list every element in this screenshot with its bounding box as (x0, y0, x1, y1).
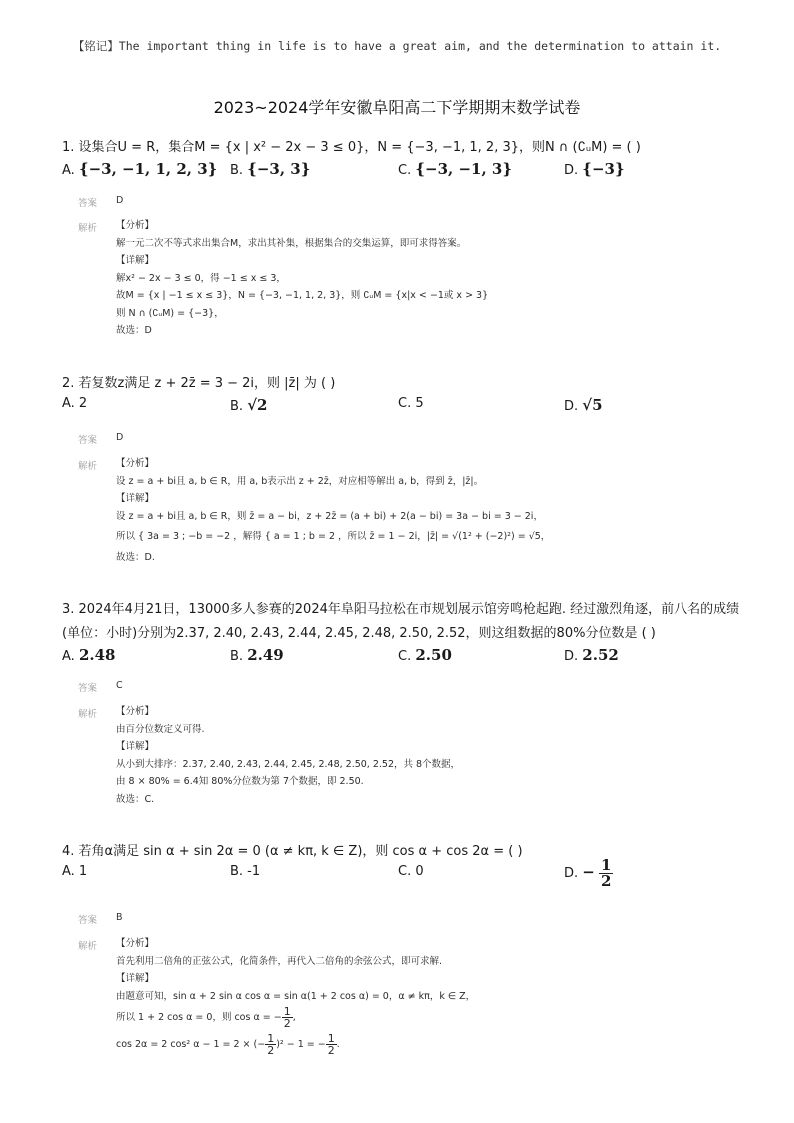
q1-option-a: A. {−3, −1, 1, 2, 3} (62, 160, 218, 178)
q4-answer-label: 答案 (78, 915, 98, 926)
q4-option-c: C. 0 (398, 864, 424, 879)
q1-analysis-line: 【详解】 (116, 255, 155, 266)
q1-analysis-line: 解一元二次不等式求出集合M，求出其补集，根据集合的交集运算，即可求得答案。 (116, 237, 467, 249)
q3-analysis-line: 从小到大排序：2.37, 2.40, 2.43, 2.44, 2.45, 2.48, 2.50, 2.52，共 8个数据， (116, 758, 461, 770)
question-4-stem: 4. 若角α满足 sin α + sin 2α = 0 (α ≠ kπ, k ∈ Z)，则 cos α + cos 2α = ( ) (62, 844, 523, 859)
fraction: $\frac{1}{2}$ (267, 1032, 275, 1057)
q3-analysis-line: 由百分位数定义可得. (116, 723, 205, 735)
q3-option-c: C. 2.50 (398, 646, 452, 664)
page-title: 2023~2024学年安徽阜阳高二下学期期末数学试卷 (213, 98, 581, 117)
q2-option-a: A. 2 (62, 396, 88, 411)
q4-option-d-fraction: $\frac{1}{2}$ (601, 856, 612, 890)
q3-analysis (116, 703, 736, 808)
q1-answer: D (116, 195, 124, 206)
q4-analysis-line: 所以 1 + 2 cos α = 0，则 cos α = − $\frac{1}{2}$ , (116, 1005, 296, 1030)
question-3 (62, 598, 752, 672)
question-3-options (62, 646, 752, 672)
q2-analysis-line: 【详解】 (116, 493, 155, 504)
question-4 (62, 840, 752, 890)
q4-option-a: A. 1 (62, 864, 88, 879)
q4-answer: B (116, 912, 123, 923)
question-1-options (62, 160, 752, 186)
q1-option-c: C. {−3, −1, 3} (398, 160, 512, 178)
question-1 (62, 136, 752, 186)
question-3-stem: 3. 2024年4月21日，13000多人参赛的2024年阜阳马拉松在市规划展示馆旁鸣枪起跑. 经过激烈角逐，前八名的成绩(单位：小时)分别为2.37, 2.40, 2.43, 2.44, 2.45, 2.48, 2.50, 2.52，则这组数据的80%分位数是 ( ) (62, 602, 740, 641)
q4-analysis-line: cos 2α = 2 cos² α − 1 = 2 × (− $\frac{1}{2}$ )² − 1 = − $\frac{1}{2}$ . (116, 1032, 340, 1057)
q3-option-a: A. 2.48 (62, 646, 116, 664)
q2-answer: D (116, 432, 124, 443)
q3-analysis-line: 【分析】 (116, 706, 155, 717)
q3-option-b: B. 2.49 (230, 646, 284, 664)
q3-analysis-line: 由 8 × 80% = 6.4知 80%分位数为第 7个数据，即 2.50. (116, 776, 364, 787)
q2-analysis-line: 设 z = a + bi且 a, b ∈ R，则 z̄ = a − bi，z + 2z̄ = (a + bi) + 2(a − bi) = 3a − bi = 3 − 2i， (116, 510, 543, 522)
question-4-options (62, 856, 752, 890)
fraction: $\frac{1}{2}$ (327, 1032, 335, 1057)
question-2-options (62, 396, 752, 422)
q2-analysis-line: 【分析】 (116, 458, 155, 469)
q2-option-c: C. 5 (398, 396, 424, 411)
question-2 (62, 372, 752, 422)
fraction: $\frac{1}{2}$ (283, 1005, 291, 1030)
q4-analysis-line: 【详解】 (116, 973, 155, 984)
question-1-stem: 1. 设集合U = R，集合M = {x | x² − 2x − 3 ≤ 0}，N = {−3, −1, 1, 2, 3}，则N ∩ (∁ᵤM) = ( ) (62, 140, 641, 155)
q2-analysis (116, 455, 736, 567)
q1-answer-label: 答案 (78, 198, 98, 209)
motto: 【铭记】The important thing in life is to have a great aim, and the determination to attain it. (72, 39, 722, 53)
q3-analysis-line: 【详解】 (116, 741, 155, 752)
q2-analysis-label: 解析 (78, 461, 98, 472)
q1-analysis-line: 故M = {x | −1 ≤ x ≤ 3}，N = {−3, −1, 1, 2, 3}，则 ∁ᵤM = {x|x < −1或 x > 3} (116, 290, 489, 301)
q1-analysis-line: 则 N ∩ (∁ᵤM) = {−3}， (116, 307, 224, 319)
q1-analysis-label: 解析 (78, 223, 98, 234)
q4-option-b: B. -1 (230, 864, 261, 879)
q3-option-d: D. 2.52 (564, 646, 619, 664)
q4-analysis-line: 【分析】 (116, 938, 155, 949)
q1-analysis-line: 解x² − 2x − 3 ≤ 0，得 −1 ≤ x ≤ 3， (116, 272, 286, 284)
q2-option-b: B. √2 (230, 396, 268, 414)
q1-option-b: B. {−3, 3} (230, 160, 311, 178)
q3-analysis-line: 故选：C. (116, 793, 155, 805)
q1-option-d: D. {−3} (564, 160, 625, 178)
q2-analysis-line: 设 z = a + bi且 a, b ∈ R，用 a, b表示出 z + 2z̄，对应相等解出 a, b，得到 z̄，|z̄|。 (116, 475, 484, 487)
q4-analysis-line: 由题意可知，sin α + 2 sin α cos α = sin α(1 + 2 cos α) = 0，α ≠ kπ，k ∈ Z， (116, 990, 476, 1002)
q3-analysis-label: 解析 (78, 709, 98, 720)
q2-analysis-line: 故选：D. (116, 552, 155, 563)
q2-analysis-line: 所以 { 3a = 3 ; −b = −2 ，解得 { a = 1 ; b = 2 ，所以 z̄ = 1 − 2i，|z̄| = √(1² + (−2)²) = √5， (116, 531, 551, 542)
q3-answer: C (116, 680, 123, 691)
q2-answer-label: 答案 (78, 435, 98, 446)
q4-analysis-label: 解析 (78, 941, 98, 952)
q4-analysis-line: 首先利用二倍角的正弦公式，化简条件，再代入二倍角的余弦公式，即可求解. (116, 955, 443, 967)
question-2-stem: 2. 若复数z满足 z + 2z̄ = 3 − 2i，则 |z̄| 为 ( ) (62, 376, 336, 391)
q4-analysis (116, 935, 736, 1059)
q2-option-d: D. √5 (564, 396, 603, 414)
q1-analysis-line: 【分析】 (116, 220, 155, 231)
q1-analysis-line: 故选：D (116, 325, 152, 336)
q3-answer-label: 答案 (78, 683, 98, 694)
q4-option-d: D. − $\frac{1}{2}$ (564, 856, 612, 890)
q1-analysis (116, 217, 736, 340)
